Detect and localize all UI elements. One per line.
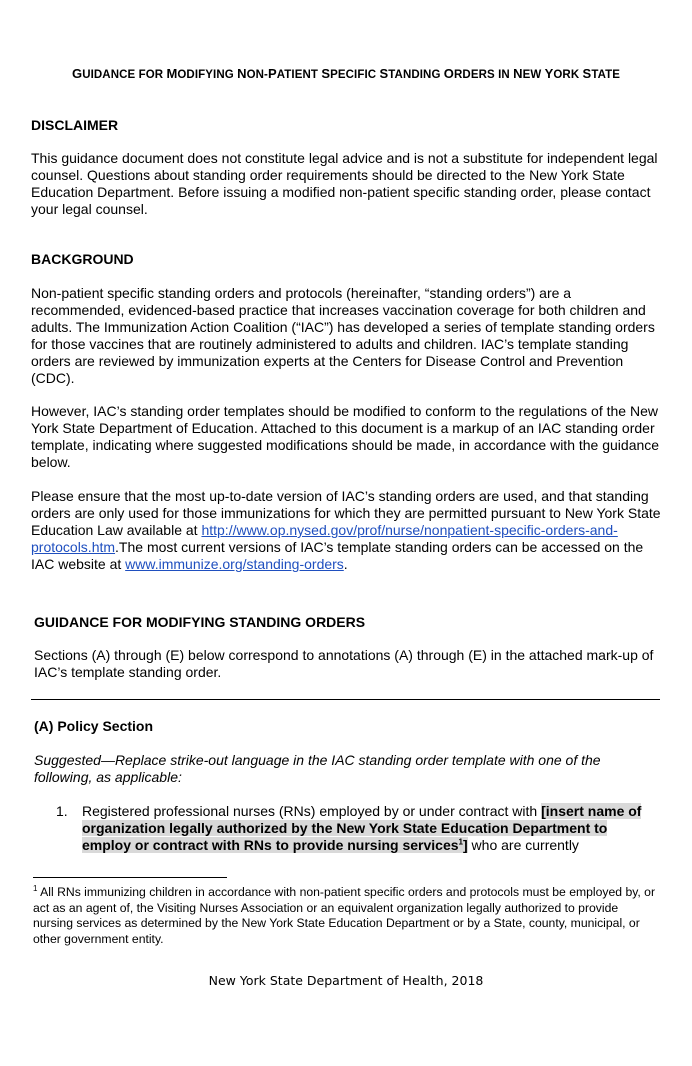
policy-heading: (A) Policy Section [34, 718, 154, 734]
guidance-body: Sections (A) through (E) below correspond to annotations (A) through (E) in the attached mark-up of IAC’s template standing order. [34, 647, 654, 680]
section-divider [31, 699, 660, 700]
iac-standing-orders-link[interactable]: www.immunize.org/standing-orders [125, 556, 344, 572]
background-paragraph-2: However, IAC’s standing order templates should be modified to conform to the regulations of the New York State Department of Education. Attached to this document is a markup of an IAC standing order template, indicating where suggested modifications should be made, in accordance with the guidance below. [31, 403, 660, 470]
document-title: GUIDANCE FOR MODIFYING NON-PATIENT SPECIFIC STANDING ORDERS IN NEW YORK STATE [71, 66, 621, 81]
footnote-separator [33, 877, 227, 878]
page-footer: New York State Department of Health, 2018 [208, 973, 484, 988]
background-paragraph-3: Please ensure that the most up-to-date version of IAC’s standing orders are used, and that standing orders are only used for those immunizations for which they are permitted pursuant to New York State Education Law available at http://www.op.nysed.gov/prof/nurse/nonpatient-specific-orders-and-protocols.htm.The most current versions of IAC’s template standing orders can be accessed on the IAC website at www.immunize.org/standing-orders. [31, 488, 661, 572]
footnote: $^1$ All RNs immunizing children in accordance with non-patient specific orders and protocols must be employed by, or act as an agent of, the Visiting Nurses Association or an equivalent organization legally authorized to provide nursing services as determined by the New York State Education Department or by a State, county, municipal, or other government entity. [33, 883, 656, 946]
highlighted-placeholder: [insert name of organization legally authorized by the New York State Education Department to employ or contract with RNs to provide nursing services$^1$] [82, 803, 642, 853]
guidance-heading: GUIDANCE FOR MODIFYING STANDING ORDERS [34, 614, 366, 630]
list-item-text: Registered professional nurses (RNs) employed by or under contract with [insert name of organization legally authorized by the New York State Education Department to employ or contract with RNs to provide nursing services$^1$] who are currently [82, 803, 642, 853]
policy-intro: Suggested—Replace strike-out language in the IAC standing order template with one of the following, as applicable: [34, 752, 601, 785]
list-number: 1. [56, 803, 68, 819]
nysed-link[interactable]: http://www.op.nysed.gov/prof/nurse/nonpatient-specific-orders-and-protocols.htm [31, 522, 618, 555]
disclaimer-heading: DISCLAIMER [31, 117, 119, 133]
background-heading: BACKGROUND [31, 251, 134, 267]
background-paragraph-1: Non-patient specific standing orders and protocols (hereinafter, “standing orders”) are a recommended, evidenced-based practice that increases vaccination coverage for both children and adults. The Immunization Action Coalition (“IAC”) has developed a series of template standing orders for those vaccines that are routinely administered to adults and children. IAC’s template standing orders are reviewed by immunization experts at the Centers for Disease Control and Prevention (CDC). [31, 285, 655, 386]
footnote-reference: 1 [458, 837, 463, 847]
disclaimer-body: This guidance document does not constitute legal advice and is not a substitute for independent legal counsel. Questions about standing order requirements should be directed to the New York State Education Department. Before issuing a modified non-patient specific standing order, please contact your legal counsel. [31, 150, 658, 217]
